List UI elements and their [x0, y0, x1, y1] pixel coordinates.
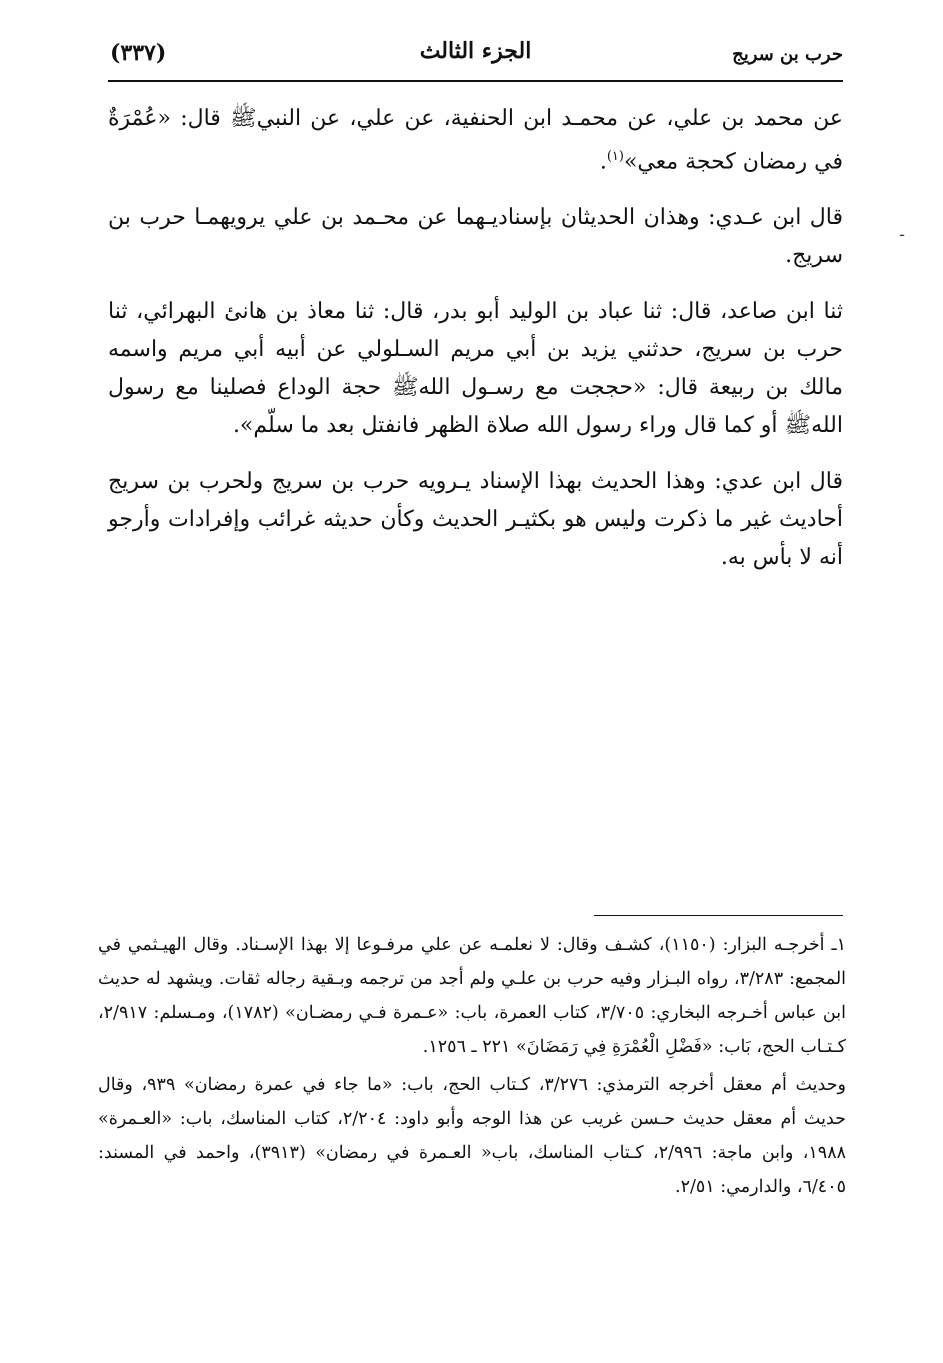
footnotes: [98, 928, 846, 1208]
footnote-reference: (١): [606, 149, 624, 164]
paragraph-1-text: عن محمد بن علي، عن محمـد ابن الحنفية، عن علي، عن النبيﷺ قال: «عُمْرَةٌ في رمضان كحجة معي»: [108, 106, 843, 175]
footnote-divider: [594, 915, 843, 916]
footnote-1-continued: وحديث أم معقل أخرجه الترمذي: ٣/٢٧٦، كـتاب الحج، باب: «ما جاء في عمرة رمضان» ٩٣٩، وقال حديث أم معقل حديث حـسن غريب عن هذا الوجه وأبو داود: ٢/٢٠٤، كتاب المناسك، باب: «العـمرة» ١٩٨٨، وابن ماجة: ٢/٩٩٦، كـتاب المناسك، باب« العـمرة في رمضان» (٣٩١٣)، واحمد في المسند: ٦/٤٠٥، والدارمي: ٢/٥١.: [98, 1075, 846, 1197]
main-text: [108, 100, 843, 595]
paragraph-2: قال ابن عـدي: وهذان الحديثان بإسناديـهما عن محـمد بن علي يرويهمـا حرب بن سريج.: [108, 205, 843, 269]
margin-mark: ـ: [900, 224, 905, 240]
paragraph-1: [108, 100, 843, 181]
header-divider: [108, 80, 843, 82]
paragraph-1-end: .: [599, 149, 607, 175]
footnote-1: ١ـ أخرجـه البزار: (١١٥٠)، كشـف وقال: لا نعلمـه عن علي مرفـوعا إلا بهذا الإسـناد. وقال الهيـثمي في المجمع: ٣/٢٨٣، رواه البـزار وفيه حرب بن علـي ولم أجد من ترجمه وبـقية رجاله ثقات. ويشهد له حديث ابن عباس أخـرجه البخاري: ٣/٧٠٥، كتاب العمرة، باب: «عـمرة فـي رمضـان» (١٧٨٢)، ومـسلم: ٢/٩١٧، كـتـاب الحج، بَاب: «فَضْلِ الْعُمْرَةِ فِي رَمَضَانَ» ٢٢١ ـ ١٢٥٦.: [98, 935, 847, 1057]
page-number: (٣٣٧): [110, 40, 167, 66]
paragraph-4: قال ابن عدي: وهذا الحديث بهذا الإسناد يـرويه حرب بن سريج ولحرب بن سريج أحاديث غير ما ذكرت وليس هو بكثيـر الحديث وكأن حديثه غرائب وإفرادات وأرجو أنه لا بأس به.: [108, 469, 843, 571]
paragraph-3: ثنا ابن صاعد، قال: ثنا عباد بن الوليد أبو بدر، قال: ثنا معاذ بن هانئ البهرائي، ثنا حرب بن سريج، حدثني يزيد بن أبي مريم السـلولي عن أبيه أبي مريم واسمه مالك بن ربيعة قال: «حججت مع رسـول اللهﷺ حجة الوداع فصلينا مع رسول اللهﷺ أو كما قال وراء رسول الله صلاة الظهر فانفتل بعد ما سلّم».: [108, 299, 843, 439]
running-title: حرب بن سريج: [732, 44, 843, 65]
volume-title: الجزء الثالث: [419, 38, 532, 64]
page-header: [108, 36, 843, 76]
